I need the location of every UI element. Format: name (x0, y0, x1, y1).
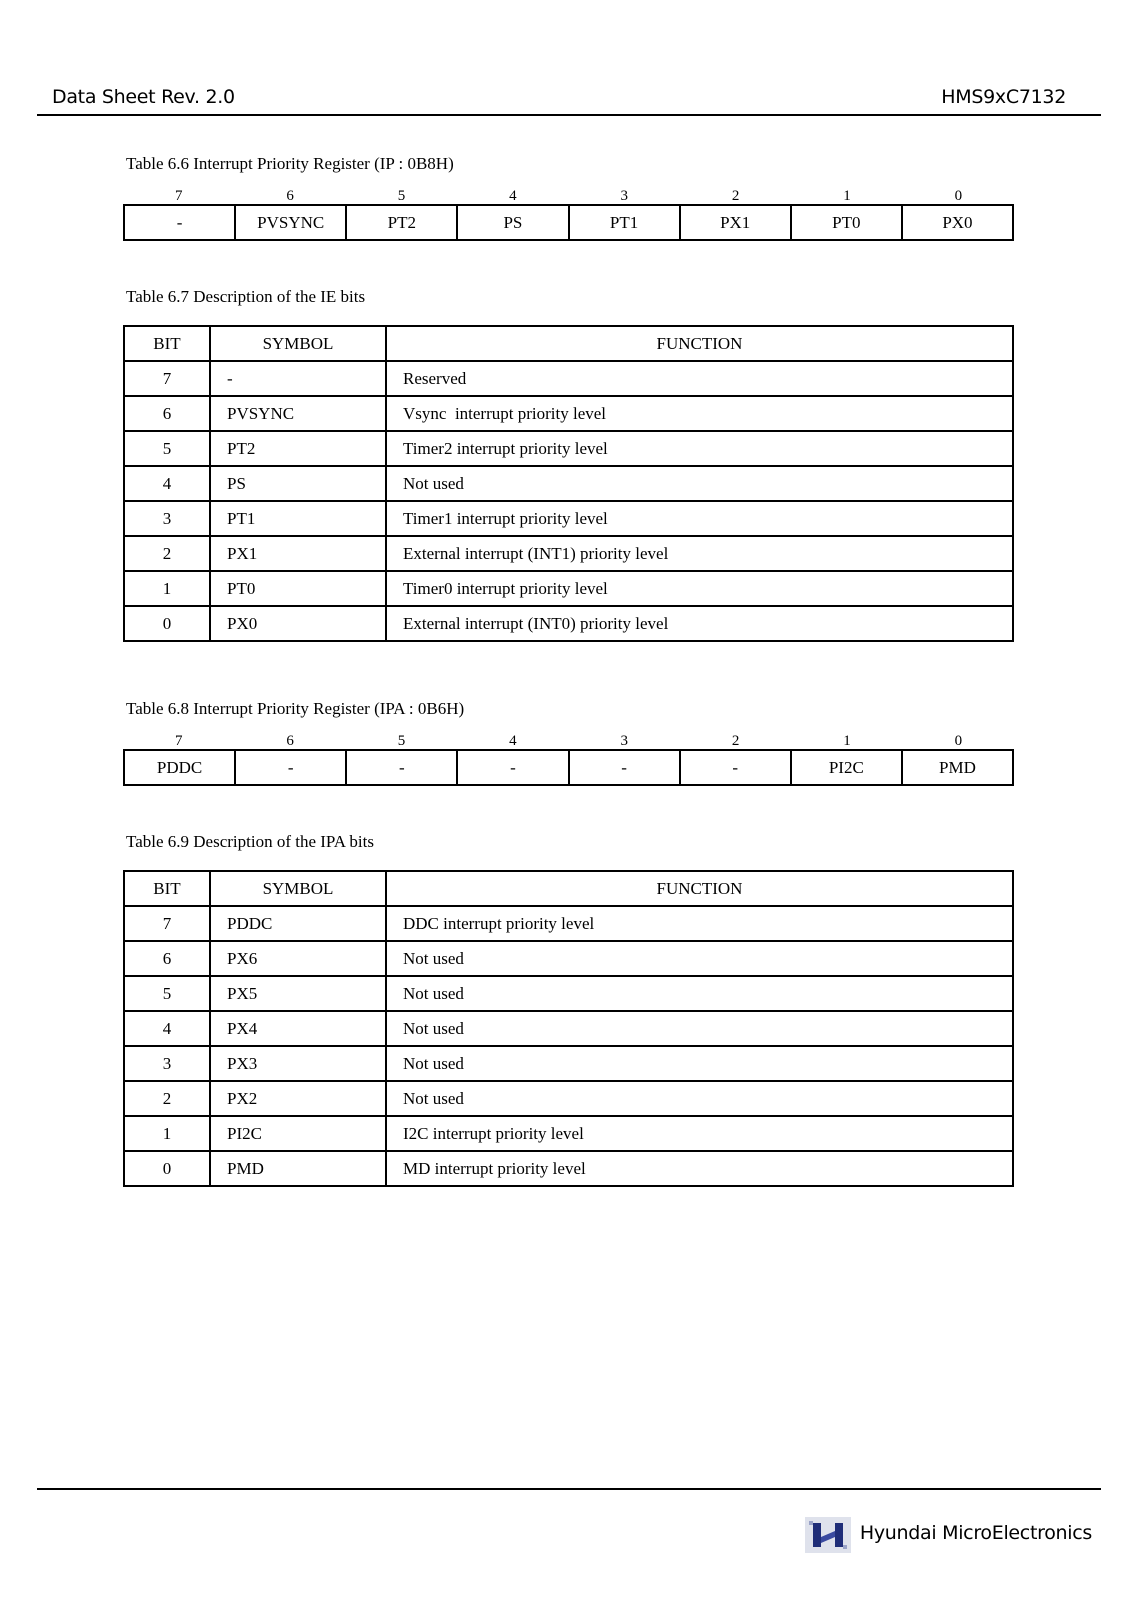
bit-number: 5 (397, 733, 406, 749)
hyundai-h-logo-icon (805, 1517, 851, 1553)
table-row (124, 431, 1013, 466)
register-cell: PT2 (346, 205, 457, 240)
register-cell: - (569, 750, 680, 785)
cell-bit: 5 (124, 976, 210, 1011)
cell-bit: 6 (124, 941, 210, 976)
cell-function: Reserved (386, 361, 1013, 396)
table-row (124, 1046, 1013, 1081)
column-header-bit: BIT (124, 871, 210, 906)
bit-number: 3 (620, 733, 628, 749)
cell-symbol: PMD (210, 1151, 386, 1186)
cell-bit: 1 (124, 1116, 210, 1151)
table-row (124, 941, 1013, 976)
cell-function: Not used (386, 466, 1013, 501)
cell-bit: 4 (124, 1011, 210, 1046)
register-cell: - (124, 205, 235, 240)
bit-number: 5 (397, 188, 406, 204)
bit-number: 1 (843, 188, 851, 204)
column-header-bit: BIT (124, 326, 210, 361)
table-6-9-caption: Table 6.9 Description of the IPA bits (126, 832, 374, 851)
table-6-8-bit-numbers (123, 733, 1014, 750)
cell-symbol: PX0 (210, 606, 386, 641)
cell-symbol: PX2 (210, 1081, 386, 1116)
cell-function: MD interrupt priority level (386, 1151, 1013, 1186)
table-row (124, 1116, 1013, 1151)
bit-number: 6 (286, 188, 294, 204)
header-part-number: HMS9xC7132 (941, 86, 1066, 108)
bit-number: 1 (843, 733, 851, 749)
cell-symbol: PT0 (210, 571, 386, 606)
table-6-6-register (123, 204, 1014, 241)
register-cell: - (457, 750, 568, 785)
cell-bit: 4 (124, 466, 210, 501)
cell-function: Not used (386, 941, 1013, 976)
column-header-symbol: SYMBOL (210, 871, 386, 906)
table-row (124, 466, 1013, 501)
cell-symbol: PI2C (210, 1116, 386, 1151)
cell-bit: 2 (124, 1081, 210, 1116)
column-header-function: FUNCTION (386, 326, 1013, 361)
register-cell: - (346, 750, 457, 785)
register-cell: PMD (902, 750, 1013, 785)
table-row (124, 396, 1013, 431)
cell-symbol: PT1 (210, 501, 386, 536)
cell-function: External interrupt (INT0) priority level (386, 606, 1013, 641)
cell-function: External interrupt (INT1) priority level (386, 536, 1013, 571)
cell-symbol: PX5 (210, 976, 386, 1011)
table-header-row (124, 871, 1013, 906)
header-doc-revision: Data Sheet Rev. 2.0 (52, 86, 235, 108)
register-cell: PT1 (569, 205, 680, 240)
bit-number: 3 (620, 188, 628, 204)
table-row (124, 1011, 1013, 1046)
cell-bit: 0 (124, 1151, 210, 1186)
register-cell: PT0 (791, 205, 902, 240)
footer-rule (37, 1488, 1101, 1490)
table-6-9-description (123, 870, 1014, 1187)
cell-function: Not used (386, 1011, 1013, 1046)
table-6-6-bit-numbers (123, 188, 1014, 205)
table-row (124, 1151, 1013, 1186)
bit-number: 6 (286, 733, 294, 749)
table-6-8-caption: Table 6.8 Interrupt Priority Register (IPA : 0B6H) (126, 699, 465, 718)
table-row (124, 571, 1013, 606)
cell-bit: 3 (124, 501, 210, 536)
bit-number: 4 (509, 733, 517, 749)
cell-function: Not used (386, 976, 1013, 1011)
cell-symbol: PX4 (210, 1011, 386, 1046)
cell-function: Timer2 interrupt priority level (386, 431, 1013, 466)
header-rule (37, 114, 1101, 116)
table-row (124, 976, 1013, 1011)
table-row (124, 906, 1013, 941)
register-cell: PX1 (680, 205, 791, 240)
column-header-symbol: SYMBOL (210, 326, 386, 361)
cell-function: DDC interrupt priority level (386, 906, 1013, 941)
bit-number: 2 (731, 733, 740, 749)
register-cell: PS (457, 205, 568, 240)
table-row (124, 361, 1013, 396)
cell-bit: 2 (124, 536, 210, 571)
table-row (124, 606, 1013, 641)
cell-symbol: PX6 (210, 941, 386, 976)
register-cell: PI2C (791, 750, 902, 785)
cell-symbol: PT2 (210, 431, 386, 466)
cell-symbol: PDDC (210, 906, 386, 941)
cell-bit: 7 (124, 361, 210, 396)
table-6-6-caption: Table 6.6 Interrupt Priority Register (IP : 0B8H) (126, 154, 454, 173)
register-cell: - (680, 750, 791, 785)
table-row (124, 536, 1013, 571)
table-6-7-caption: Table 6.7 Description of the IE bits (126, 287, 366, 306)
cell-symbol: - (210, 361, 386, 396)
cell-symbol: PVSYNC (210, 396, 386, 431)
table-6-8-register (123, 749, 1014, 786)
register-cell: - (235, 750, 346, 785)
cell-bit: 1 (124, 571, 210, 606)
cell-symbol: PX3 (210, 1046, 386, 1081)
cell-bit: 0 (124, 606, 210, 641)
table-6-7-description (123, 325, 1014, 642)
footer-company-name: Hyundai MicroElectronics (859, 1522, 1092, 1544)
bit-number: 2 (731, 188, 740, 204)
cell-function: Timer0 interrupt priority level (386, 571, 1013, 606)
cell-function: Not used (386, 1046, 1013, 1081)
table-row (124, 1081, 1013, 1116)
bit-number: 7 (174, 188, 183, 204)
cell-function: I2C interrupt priority level (386, 1116, 1013, 1151)
cell-symbol: PX1 (210, 536, 386, 571)
cell-bit: 5 (124, 431, 210, 466)
register-cell: PVSYNC (235, 205, 346, 240)
cell-bit: 7 (124, 906, 210, 941)
register-cell: PX0 (902, 205, 1013, 240)
cell-function: Vsync interrupt priority level (386, 396, 1013, 431)
cell-function: Not used (386, 1081, 1013, 1116)
table-header-row (124, 326, 1013, 361)
cell-function: Timer1 interrupt priority level (386, 501, 1013, 536)
table-row (124, 501, 1013, 536)
column-header-function: FUNCTION (386, 871, 1013, 906)
bit-number: 0 (954, 733, 963, 749)
bit-number: 0 (954, 188, 963, 204)
register-cell: PDDC (124, 750, 235, 785)
cell-bit: 3 (124, 1046, 210, 1081)
cell-bit: 6 (124, 396, 210, 431)
bit-number: 7 (174, 733, 183, 749)
cell-symbol: PS (210, 466, 386, 501)
bit-number: 4 (509, 188, 517, 204)
